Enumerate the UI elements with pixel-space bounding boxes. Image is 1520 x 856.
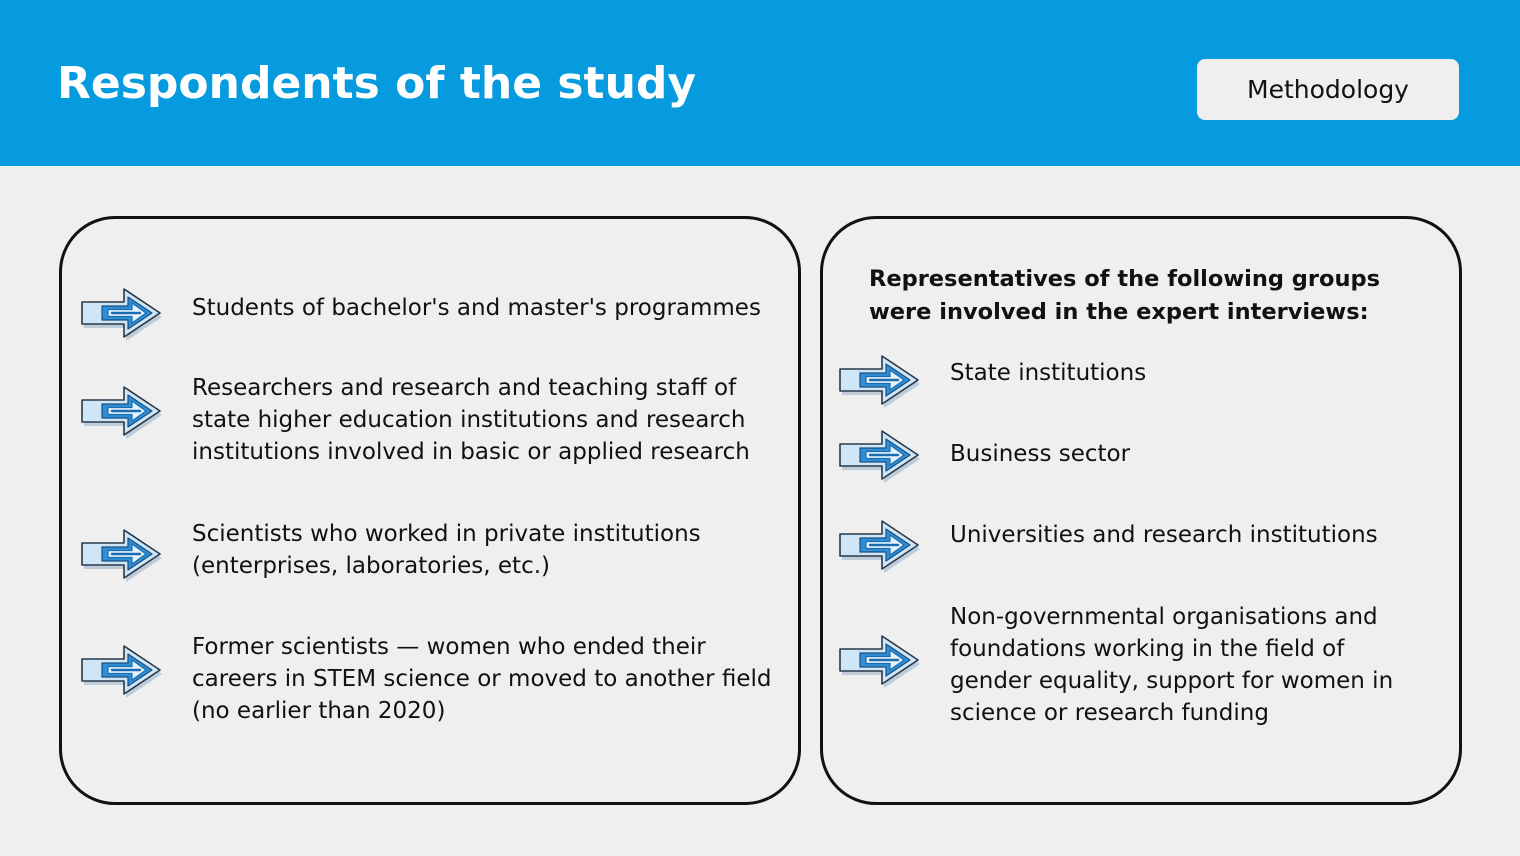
list-item-text: State institutions (950, 360, 1147, 386)
arrow-right-icon (80, 527, 164, 583)
list-item-text: Business sector (950, 441, 1131, 467)
page-title: Respondents of the study (57, 58, 697, 109)
list-item-text: Universities and research institutions (950, 522, 1378, 548)
arrow-right-icon (80, 286, 164, 342)
list-item (80, 634, 772, 724)
arrow-right-icon (838, 518, 922, 574)
list-item (838, 353, 1147, 409)
list-item (80, 286, 761, 342)
list-item-text: Former scientists — women who ended their careers in STEM science or moved to another field (no earlier than 2020) (192, 634, 772, 724)
list-item (838, 428, 1131, 484)
arrow-right-icon (838, 633, 922, 689)
arrow-right-icon (80, 384, 164, 440)
list-item (80, 375, 750, 465)
arrow-right-icon (80, 643, 164, 699)
arrow-right-icon (838, 428, 922, 484)
list-item-text: Researchers and research and teaching staff of state higher education institutions and research institutions involved in basic or applied research (192, 375, 750, 465)
arrow-right-icon (838, 353, 922, 409)
list-item (838, 604, 1394, 726)
list-item (80, 521, 701, 583)
list-item-text: Scientists who worked in private institutions (enterprises, laboratories, etc.) (192, 521, 701, 579)
section-tag: Methodology (1197, 59, 1459, 120)
list-item-text: Students of bachelor's and master's programmes (192, 295, 761, 321)
list-item-text: Non-governmental organisations and foundations working in the field of gender equality, support for women in science or research funding (950, 604, 1394, 726)
expert-interviews-heading: Representatives of the following groups were involved in the expert interviews: (869, 266, 1380, 325)
header-bar (0, 0, 1520, 166)
list-item (838, 518, 1378, 574)
